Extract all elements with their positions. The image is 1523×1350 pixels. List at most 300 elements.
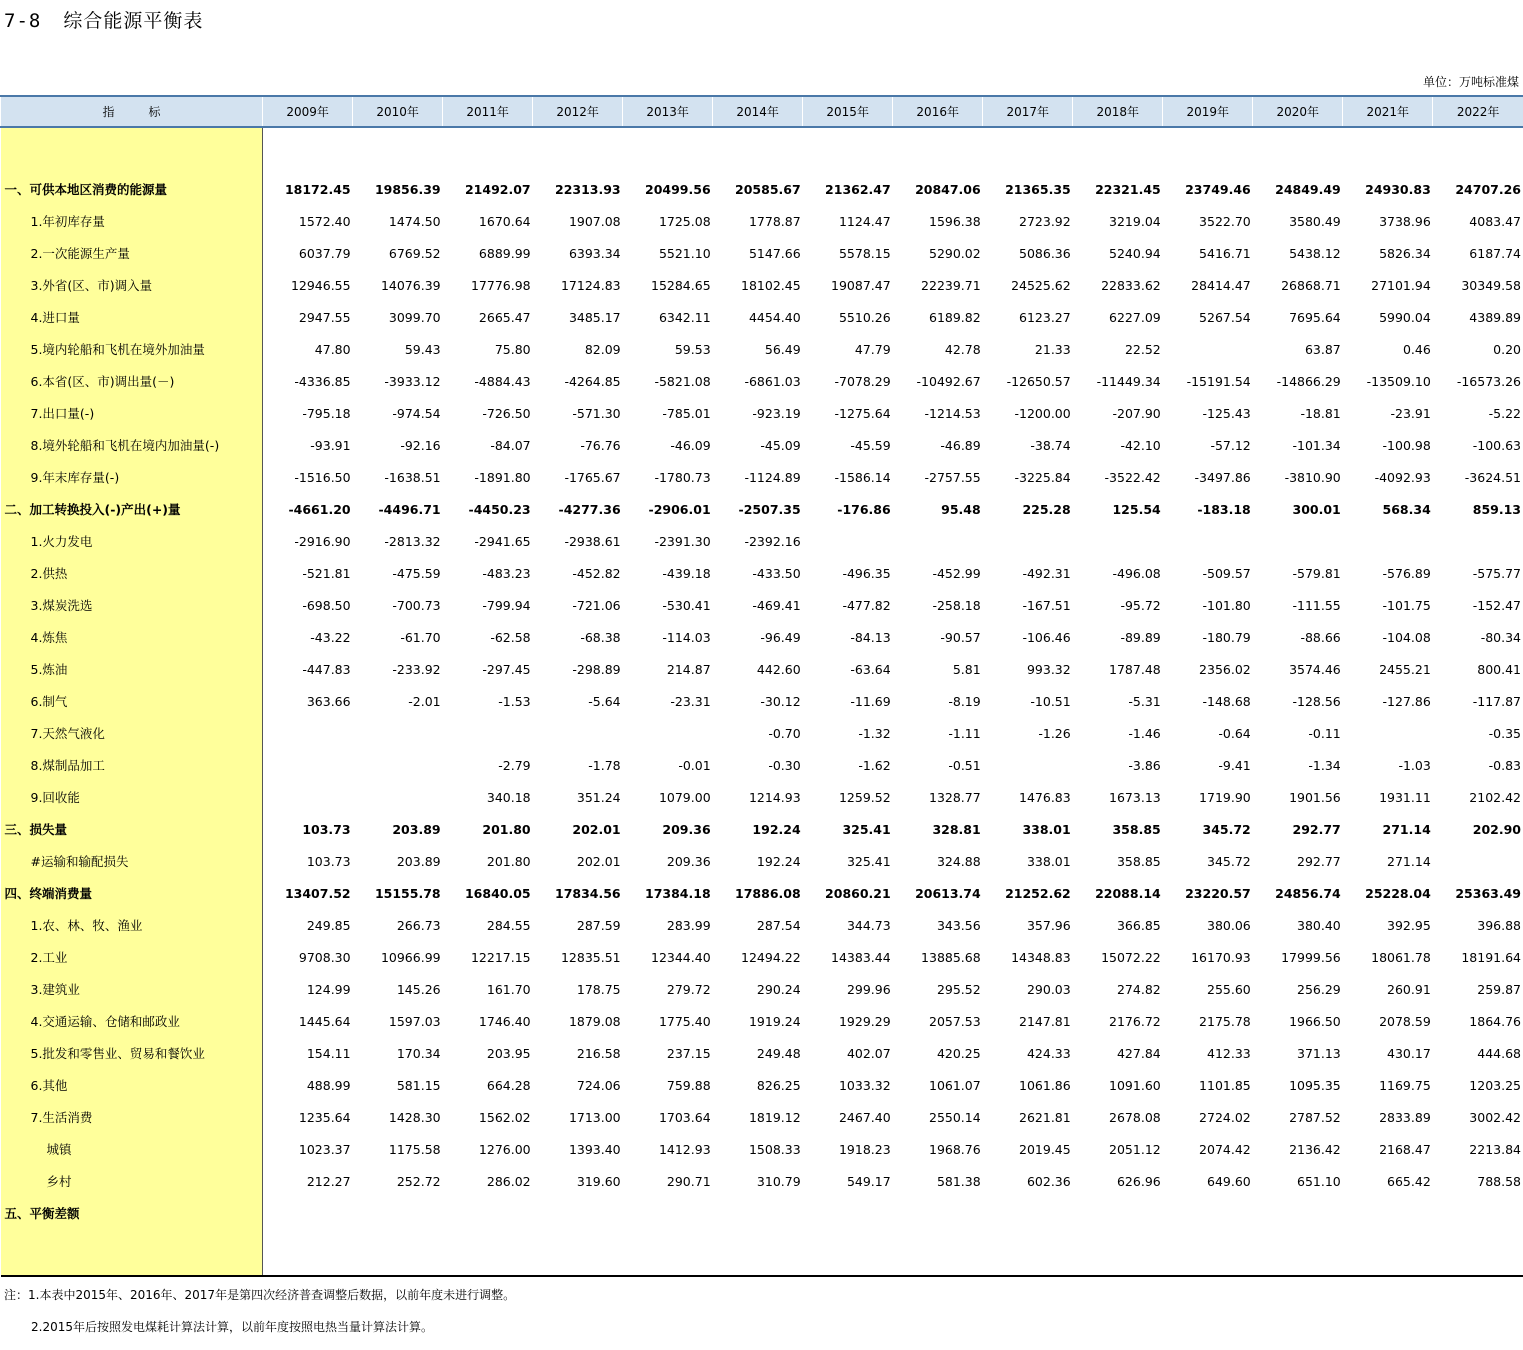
value-cell xyxy=(353,749,443,781)
value-cell: -63.64 xyxy=(803,653,893,685)
value-cell: 12344.40 xyxy=(623,941,713,973)
value-cell: 19856.39 xyxy=(353,173,443,205)
value-cell: 203.89 xyxy=(353,813,443,845)
value-cell: 444.68 xyxy=(1433,1037,1523,1069)
value-cell: -579.81 xyxy=(1253,557,1343,589)
value-cell xyxy=(1073,1197,1163,1229)
value-cell: -0.64 xyxy=(1163,717,1253,749)
value-cell: -183.18 xyxy=(1163,493,1253,525)
value-cell: 24930.83 xyxy=(1343,173,1433,205)
row-label: 4.进口量 xyxy=(1,301,263,333)
energy-balance-table xyxy=(0,95,1523,1277)
table-header xyxy=(1,96,1523,127)
value-cell: 18172.45 xyxy=(263,173,353,205)
value-cell: 5.81 xyxy=(893,653,983,685)
value-cell: 2621.81 xyxy=(983,1101,1073,1133)
value-cell: 3485.17 xyxy=(533,301,623,333)
value-cell xyxy=(1433,1197,1523,1229)
value-cell: 651.10 xyxy=(1253,1165,1343,1197)
header-year: 2009年 xyxy=(263,96,353,127)
table-row xyxy=(1,397,1523,429)
value-cell: 549.17 xyxy=(803,1165,893,1197)
value-cell: 442.60 xyxy=(713,653,803,685)
value-cell: -0.30 xyxy=(713,749,803,781)
value-cell: 2051.12 xyxy=(1073,1133,1163,1165)
header-year: 2017年 xyxy=(983,96,1073,127)
value-cell: 602.36 xyxy=(983,1165,1073,1197)
value-cell: -3.86 xyxy=(1073,749,1163,781)
value-cell: 5826.34 xyxy=(1343,237,1433,269)
value-cell: 2168.47 xyxy=(1343,1133,1433,1165)
unit-label: 单位：万吨标准煤 xyxy=(1423,73,1519,90)
value-cell: 12835.51 xyxy=(533,941,623,973)
value-cell: -45.59 xyxy=(803,429,893,461)
value-cell: 6342.11 xyxy=(623,301,713,333)
value-cell: 1746.40 xyxy=(443,1005,533,1037)
value-cell: 23749.46 xyxy=(1163,173,1253,205)
value-cell: 266.73 xyxy=(353,909,443,941)
value-cell: -4336.85 xyxy=(263,365,353,397)
value-cell: 9708.30 xyxy=(263,941,353,973)
value-cell: 20585.67 xyxy=(713,173,803,205)
value-cell: -45.09 xyxy=(713,429,803,461)
value-cell: 788.58 xyxy=(1433,1165,1523,1197)
value-cell: 338.01 xyxy=(983,813,1073,845)
value-cell xyxy=(533,1197,623,1229)
value-cell: 1929.29 xyxy=(803,1005,893,1037)
value-cell: -125.43 xyxy=(1163,397,1253,429)
value-cell: 2102.42 xyxy=(1433,781,1523,813)
header-year: 2015年 xyxy=(803,96,893,127)
value-cell: 202.01 xyxy=(533,813,623,845)
value-cell: 26868.71 xyxy=(1253,269,1343,301)
value-cell: -68.38 xyxy=(533,621,623,653)
value-cell: -4277.36 xyxy=(533,493,623,525)
row-label: 三、损失量 xyxy=(1,813,263,845)
value-cell: -974.54 xyxy=(353,397,443,429)
value-cell: 6123.27 xyxy=(983,301,1073,333)
value-cell: -92.16 xyxy=(353,429,443,461)
value-cell: 18191.64 xyxy=(1433,941,1523,973)
value-cell: 3219.04 xyxy=(1073,205,1163,237)
value-cell: 1901.56 xyxy=(1253,781,1343,813)
value-cell: -1.78 xyxy=(533,749,623,781)
row-label: 7.天然气液化 xyxy=(1,717,263,749)
value-cell: -521.81 xyxy=(263,557,353,589)
value-cell: -258.18 xyxy=(893,589,983,621)
value-cell: -207.90 xyxy=(1073,397,1163,429)
value-cell: 759.88 xyxy=(623,1069,713,1101)
value-cell: 859.13 xyxy=(1433,493,1523,525)
value-cell: 366.85 xyxy=(1073,909,1163,941)
value-cell xyxy=(1343,1197,1433,1229)
value-cell: 1703.64 xyxy=(623,1101,713,1133)
row-label: 2.一次能源生产量 xyxy=(1,237,263,269)
row-label: 6.其他 xyxy=(1,1069,263,1101)
value-cell: 358.85 xyxy=(1073,813,1163,845)
value-cell: -492.31 xyxy=(983,557,1073,589)
value-cell: -88.66 xyxy=(1253,621,1343,653)
row-label: 5.炼油 xyxy=(1,653,263,685)
value-cell: 19087.47 xyxy=(803,269,893,301)
table-row xyxy=(1,845,1523,877)
value-cell: 5290.02 xyxy=(893,237,983,269)
value-cell: 20847.06 xyxy=(893,173,983,205)
value-cell: 4083.47 xyxy=(1433,205,1523,237)
value-cell: 284.55 xyxy=(443,909,533,941)
value-cell xyxy=(263,1197,353,1229)
value-cell: 22088.14 xyxy=(1073,877,1163,909)
value-cell xyxy=(1343,717,1433,749)
value-cell: -90.57 xyxy=(893,621,983,653)
value-cell: 15155.78 xyxy=(353,877,443,909)
value-cell: 13885.68 xyxy=(893,941,983,973)
value-cell: -1765.67 xyxy=(533,461,623,493)
row-label: 3.煤炭洗选 xyxy=(1,589,263,621)
value-cell: 59.53 xyxy=(623,333,713,365)
page-title xyxy=(4,6,203,33)
header-row xyxy=(1,96,1523,127)
value-cell: -114.03 xyxy=(623,621,713,653)
value-cell: 290.03 xyxy=(983,973,1073,1005)
value-cell: -38.74 xyxy=(983,429,1073,461)
value-cell: 209.36 xyxy=(623,845,713,877)
value-cell: 300.01 xyxy=(1253,493,1343,525)
value-cell: 20613.74 xyxy=(893,877,983,909)
value-cell: -3624.51 xyxy=(1433,461,1523,493)
value-cell: 2833.89 xyxy=(1343,1101,1433,1133)
value-cell: -571.30 xyxy=(533,397,623,429)
value-cell: 271.14 xyxy=(1343,813,1433,845)
value-cell: 16170.93 xyxy=(1163,941,1253,973)
value-cell: -0.01 xyxy=(623,749,713,781)
value-cell: 47.79 xyxy=(803,333,893,365)
value-cell: -2507.35 xyxy=(713,493,803,525)
table-row xyxy=(1,525,1523,557)
value-cell: 3522.70 xyxy=(1163,205,1253,237)
value-cell: 290.71 xyxy=(623,1165,713,1197)
header-year: 2012年 xyxy=(533,96,623,127)
value-cell: -2906.01 xyxy=(623,493,713,525)
value-cell: 412.33 xyxy=(1163,1037,1253,1069)
row-label: 8.境外轮船和飞机在境内加油量(-) xyxy=(1,429,263,461)
table-row xyxy=(1,493,1523,525)
value-cell: 310.79 xyxy=(713,1165,803,1197)
value-cell: -43.22 xyxy=(263,621,353,653)
value-cell: 259.87 xyxy=(1433,973,1523,1005)
row-label: 9.年末库存量(-) xyxy=(1,461,263,493)
value-cell: 20499.56 xyxy=(623,173,713,205)
row-label: 二、加工转换投入(-)产出(+)量 xyxy=(1,493,263,525)
value-cell: -433.50 xyxy=(713,557,803,589)
value-cell: 299.96 xyxy=(803,973,893,1005)
energy-balance-table-container xyxy=(0,95,1523,1277)
value-cell: 800.41 xyxy=(1433,653,1523,685)
value-cell: 21252.62 xyxy=(983,877,1073,909)
value-cell: -233.92 xyxy=(353,653,443,685)
value-cell: -2757.55 xyxy=(893,461,983,493)
value-cell: -1586.14 xyxy=(803,461,893,493)
row-label: 7.出口量(-) xyxy=(1,397,263,429)
row-label: 4.炼焦 xyxy=(1,621,263,653)
value-cell xyxy=(353,781,443,813)
value-cell: 3002.42 xyxy=(1433,1101,1523,1133)
value-cell: 10966.99 xyxy=(353,941,443,973)
value-cell: 95.48 xyxy=(893,493,983,525)
value-cell: 82.09 xyxy=(533,333,623,365)
value-cell: 209.36 xyxy=(623,813,713,845)
value-cell: 103.73 xyxy=(263,845,353,877)
value-cell: 6769.52 xyxy=(353,237,443,269)
header-year: 2013年 xyxy=(623,96,713,127)
value-cell: 154.11 xyxy=(263,1037,353,1069)
table-row xyxy=(1,1133,1523,1165)
value-cell: 1276.00 xyxy=(443,1133,533,1165)
value-cell: -46.09 xyxy=(623,429,713,461)
header-year: 2021年 xyxy=(1343,96,1433,127)
footnote-1: 注：1.本表中2015年、2016年、2017年是第四次经济普查调整后数据，以前年度未进行调整。 xyxy=(4,1286,515,1318)
value-cell: 2455.21 xyxy=(1343,653,1433,685)
value-cell: 202.01 xyxy=(533,845,623,877)
header-year: 2011年 xyxy=(443,96,533,127)
value-cell: 1966.50 xyxy=(1253,1005,1343,1037)
value-cell: -447.83 xyxy=(263,653,353,685)
value-cell: 1095.35 xyxy=(1253,1069,1343,1101)
value-cell: -4264.85 xyxy=(533,365,623,397)
value-cell: -0.83 xyxy=(1433,749,1523,781)
value-cell: 2665.47 xyxy=(443,301,533,333)
row-label: 5.批发和零售业、贸易和餐饮业 xyxy=(1,1037,263,1069)
table-row xyxy=(1,269,1523,301)
value-cell: -18.81 xyxy=(1253,397,1343,429)
value-cell: -1124.89 xyxy=(713,461,803,493)
value-cell: -576.89 xyxy=(1343,557,1433,589)
value-cell: 826.25 xyxy=(713,1069,803,1101)
value-cell: 2057.53 xyxy=(893,1005,983,1037)
value-cell: 20860.21 xyxy=(803,877,893,909)
value-cell: 993.32 xyxy=(983,653,1073,685)
value-cell: 6227.09 xyxy=(1073,301,1163,333)
value-cell: -104.08 xyxy=(1343,621,1433,653)
value-cell: 145.26 xyxy=(353,973,443,1005)
value-cell: 201.80 xyxy=(443,813,533,845)
table-row xyxy=(1,1101,1523,1133)
value-cell: -11449.34 xyxy=(1073,365,1163,397)
value-cell: 27101.94 xyxy=(1343,269,1433,301)
value-cell: -4092.93 xyxy=(1343,461,1433,493)
value-cell: 2147.81 xyxy=(983,1005,1073,1037)
value-cell: 1124.47 xyxy=(803,205,893,237)
value-cell: 192.24 xyxy=(713,813,803,845)
value-cell: 30349.58 xyxy=(1433,269,1523,301)
value-cell: 5086.36 xyxy=(983,237,1073,269)
value-cell: 59.43 xyxy=(353,333,443,365)
value-cell: 319.60 xyxy=(533,1165,623,1197)
value-cell: 14348.83 xyxy=(983,941,1073,973)
value-cell xyxy=(1343,525,1433,557)
value-cell: 24849.49 xyxy=(1253,173,1343,205)
row-label: 6.制气 xyxy=(1,685,263,717)
value-cell: 420.25 xyxy=(893,1037,983,1069)
value-cell: -80.34 xyxy=(1433,621,1523,653)
value-cell: 1175.58 xyxy=(353,1133,443,1165)
value-cell: 4389.89 xyxy=(1433,301,1523,333)
value-cell: 22321.45 xyxy=(1073,173,1163,205)
value-cell: 279.72 xyxy=(623,973,713,1005)
value-cell: 292.77 xyxy=(1253,813,1343,845)
value-cell: -15191.54 xyxy=(1163,365,1253,397)
value-cell: -23.91 xyxy=(1343,397,1433,429)
value-cell: -1638.51 xyxy=(353,461,443,493)
value-cell: 1968.76 xyxy=(893,1133,983,1165)
value-cell: -1.11 xyxy=(893,717,983,749)
value-cell: -0.51 xyxy=(893,749,983,781)
value-cell: -84.13 xyxy=(803,621,893,653)
value-cell: 237.15 xyxy=(623,1037,713,1069)
value-cell: 1061.86 xyxy=(983,1069,1073,1101)
value-cell: -698.50 xyxy=(263,589,353,621)
value-cell: 56.49 xyxy=(713,333,803,365)
value-cell: 202.90 xyxy=(1433,813,1523,845)
spacer-row xyxy=(1,127,1523,173)
value-cell: -3810.90 xyxy=(1253,461,1343,493)
value-cell xyxy=(1163,525,1253,557)
value-cell: 22239.71 xyxy=(893,269,983,301)
value-cell: -2813.32 xyxy=(353,525,443,557)
value-cell: 6889.99 xyxy=(443,237,533,269)
table-row xyxy=(1,365,1523,397)
value-cell: -530.41 xyxy=(623,589,713,621)
value-cell: -84.07 xyxy=(443,429,533,461)
value-cell: -167.51 xyxy=(983,589,1073,621)
value-cell: 22833.62 xyxy=(1073,269,1163,301)
value-cell: 75.80 xyxy=(443,333,533,365)
value-cell xyxy=(1253,1197,1343,1229)
row-label: 五、平衡差额 xyxy=(1,1197,263,1229)
value-cell: 17124.83 xyxy=(533,269,623,301)
value-cell: -1.26 xyxy=(983,717,1073,749)
value-cell: 178.75 xyxy=(533,973,623,1005)
value-cell: -1275.64 xyxy=(803,397,893,429)
value-cell: -16573.26 xyxy=(1433,365,1523,397)
value-cell: -0.70 xyxy=(713,717,803,749)
value-cell: -76.76 xyxy=(533,429,623,461)
value-cell: -152.47 xyxy=(1433,589,1523,621)
value-cell: 1328.77 xyxy=(893,781,983,813)
value-cell: 345.72 xyxy=(1163,813,1253,845)
value-cell: 24707.26 xyxy=(1433,173,1523,205)
value-cell: -6861.03 xyxy=(713,365,803,397)
value-cell: 626.96 xyxy=(1073,1165,1163,1197)
value-cell: 392.95 xyxy=(1343,909,1433,941)
value-cell: -0.35 xyxy=(1433,717,1523,749)
value-cell: -0.11 xyxy=(1253,717,1343,749)
value-cell: -10492.67 xyxy=(893,365,983,397)
table-row xyxy=(1,685,1523,717)
value-cell: 380.06 xyxy=(1163,909,1253,941)
value-cell xyxy=(893,1197,983,1229)
value-cell: 371.13 xyxy=(1253,1037,1343,1069)
value-cell: 5416.71 xyxy=(1163,237,1253,269)
row-label: 9.回收能 xyxy=(1,781,263,813)
value-cell xyxy=(803,525,893,557)
value-cell: 6037.79 xyxy=(263,237,353,269)
value-cell: -101.34 xyxy=(1253,429,1343,461)
value-cell: 2678.08 xyxy=(1073,1101,1163,1133)
value-cell: 24856.74 xyxy=(1253,877,1343,909)
value-cell: -1214.53 xyxy=(893,397,983,429)
value-cell: 292.77 xyxy=(1253,845,1343,877)
value-cell xyxy=(713,1197,803,1229)
table-row xyxy=(1,1165,1523,1197)
value-cell: 1673.13 xyxy=(1073,781,1163,813)
value-cell: 1079.00 xyxy=(623,781,713,813)
table-row xyxy=(1,557,1523,589)
value-cell: 2019.45 xyxy=(983,1133,1073,1165)
value-cell: -11.69 xyxy=(803,685,893,717)
value-cell: 1562.02 xyxy=(443,1101,533,1133)
value-cell: -452.99 xyxy=(893,557,983,589)
value-cell: 12494.22 xyxy=(713,941,803,973)
row-label: 3.建筑业 xyxy=(1,973,263,1005)
value-cell: -61.70 xyxy=(353,621,443,653)
value-cell: -3225.84 xyxy=(983,461,1073,493)
value-cell: 13407.52 xyxy=(263,877,353,909)
value-cell: 124.99 xyxy=(263,973,353,1005)
value-cell: 488.99 xyxy=(263,1069,353,1101)
value-cell: 1508.33 xyxy=(713,1133,803,1165)
value-cell: 287.59 xyxy=(533,909,623,941)
value-cell: 430.17 xyxy=(1343,1037,1433,1069)
value-cell xyxy=(1163,333,1253,365)
value-cell: 22313.93 xyxy=(533,173,623,205)
value-cell: -496.08 xyxy=(1073,557,1163,589)
value-cell: -3522.42 xyxy=(1073,461,1163,493)
value-cell: -23.31 xyxy=(623,685,713,717)
value-cell: -1200.00 xyxy=(983,397,1073,429)
header-year: 2016年 xyxy=(893,96,983,127)
value-cell: 3574.46 xyxy=(1253,653,1343,685)
table-row xyxy=(1,1037,1523,1069)
value-cell xyxy=(263,781,353,813)
value-cell: 22.52 xyxy=(1073,333,1163,365)
value-cell: -100.63 xyxy=(1433,429,1523,461)
value-cell: -8.19 xyxy=(893,685,983,717)
value-cell: -9.41 xyxy=(1163,749,1253,781)
value-cell: -57.12 xyxy=(1163,429,1253,461)
value-cell: 14383.44 xyxy=(803,941,893,973)
value-cell: -148.68 xyxy=(1163,685,1253,717)
row-label: 1.农、林、牧、渔业 xyxy=(1,909,263,941)
value-cell: -180.79 xyxy=(1163,621,1253,653)
value-cell: 2074.42 xyxy=(1163,1133,1253,1165)
table-body xyxy=(1,127,1523,1276)
value-cell: -2938.61 xyxy=(533,525,623,557)
table-row xyxy=(1,589,1523,621)
value-cell: 214.87 xyxy=(623,653,713,685)
value-cell: 1918.23 xyxy=(803,1133,893,1165)
value-cell: 1778.87 xyxy=(713,205,803,237)
value-cell: 6189.82 xyxy=(893,301,983,333)
value-cell: 5990.04 xyxy=(1343,301,1433,333)
value-cell: 18102.45 xyxy=(713,269,803,301)
value-cell xyxy=(623,1197,713,1229)
value-cell: -127.86 xyxy=(1343,685,1433,717)
value-cell: 290.24 xyxy=(713,973,803,1005)
header-year: 2010年 xyxy=(353,96,443,127)
value-cell: 283.99 xyxy=(623,909,713,941)
value-cell: 17384.18 xyxy=(623,877,713,909)
